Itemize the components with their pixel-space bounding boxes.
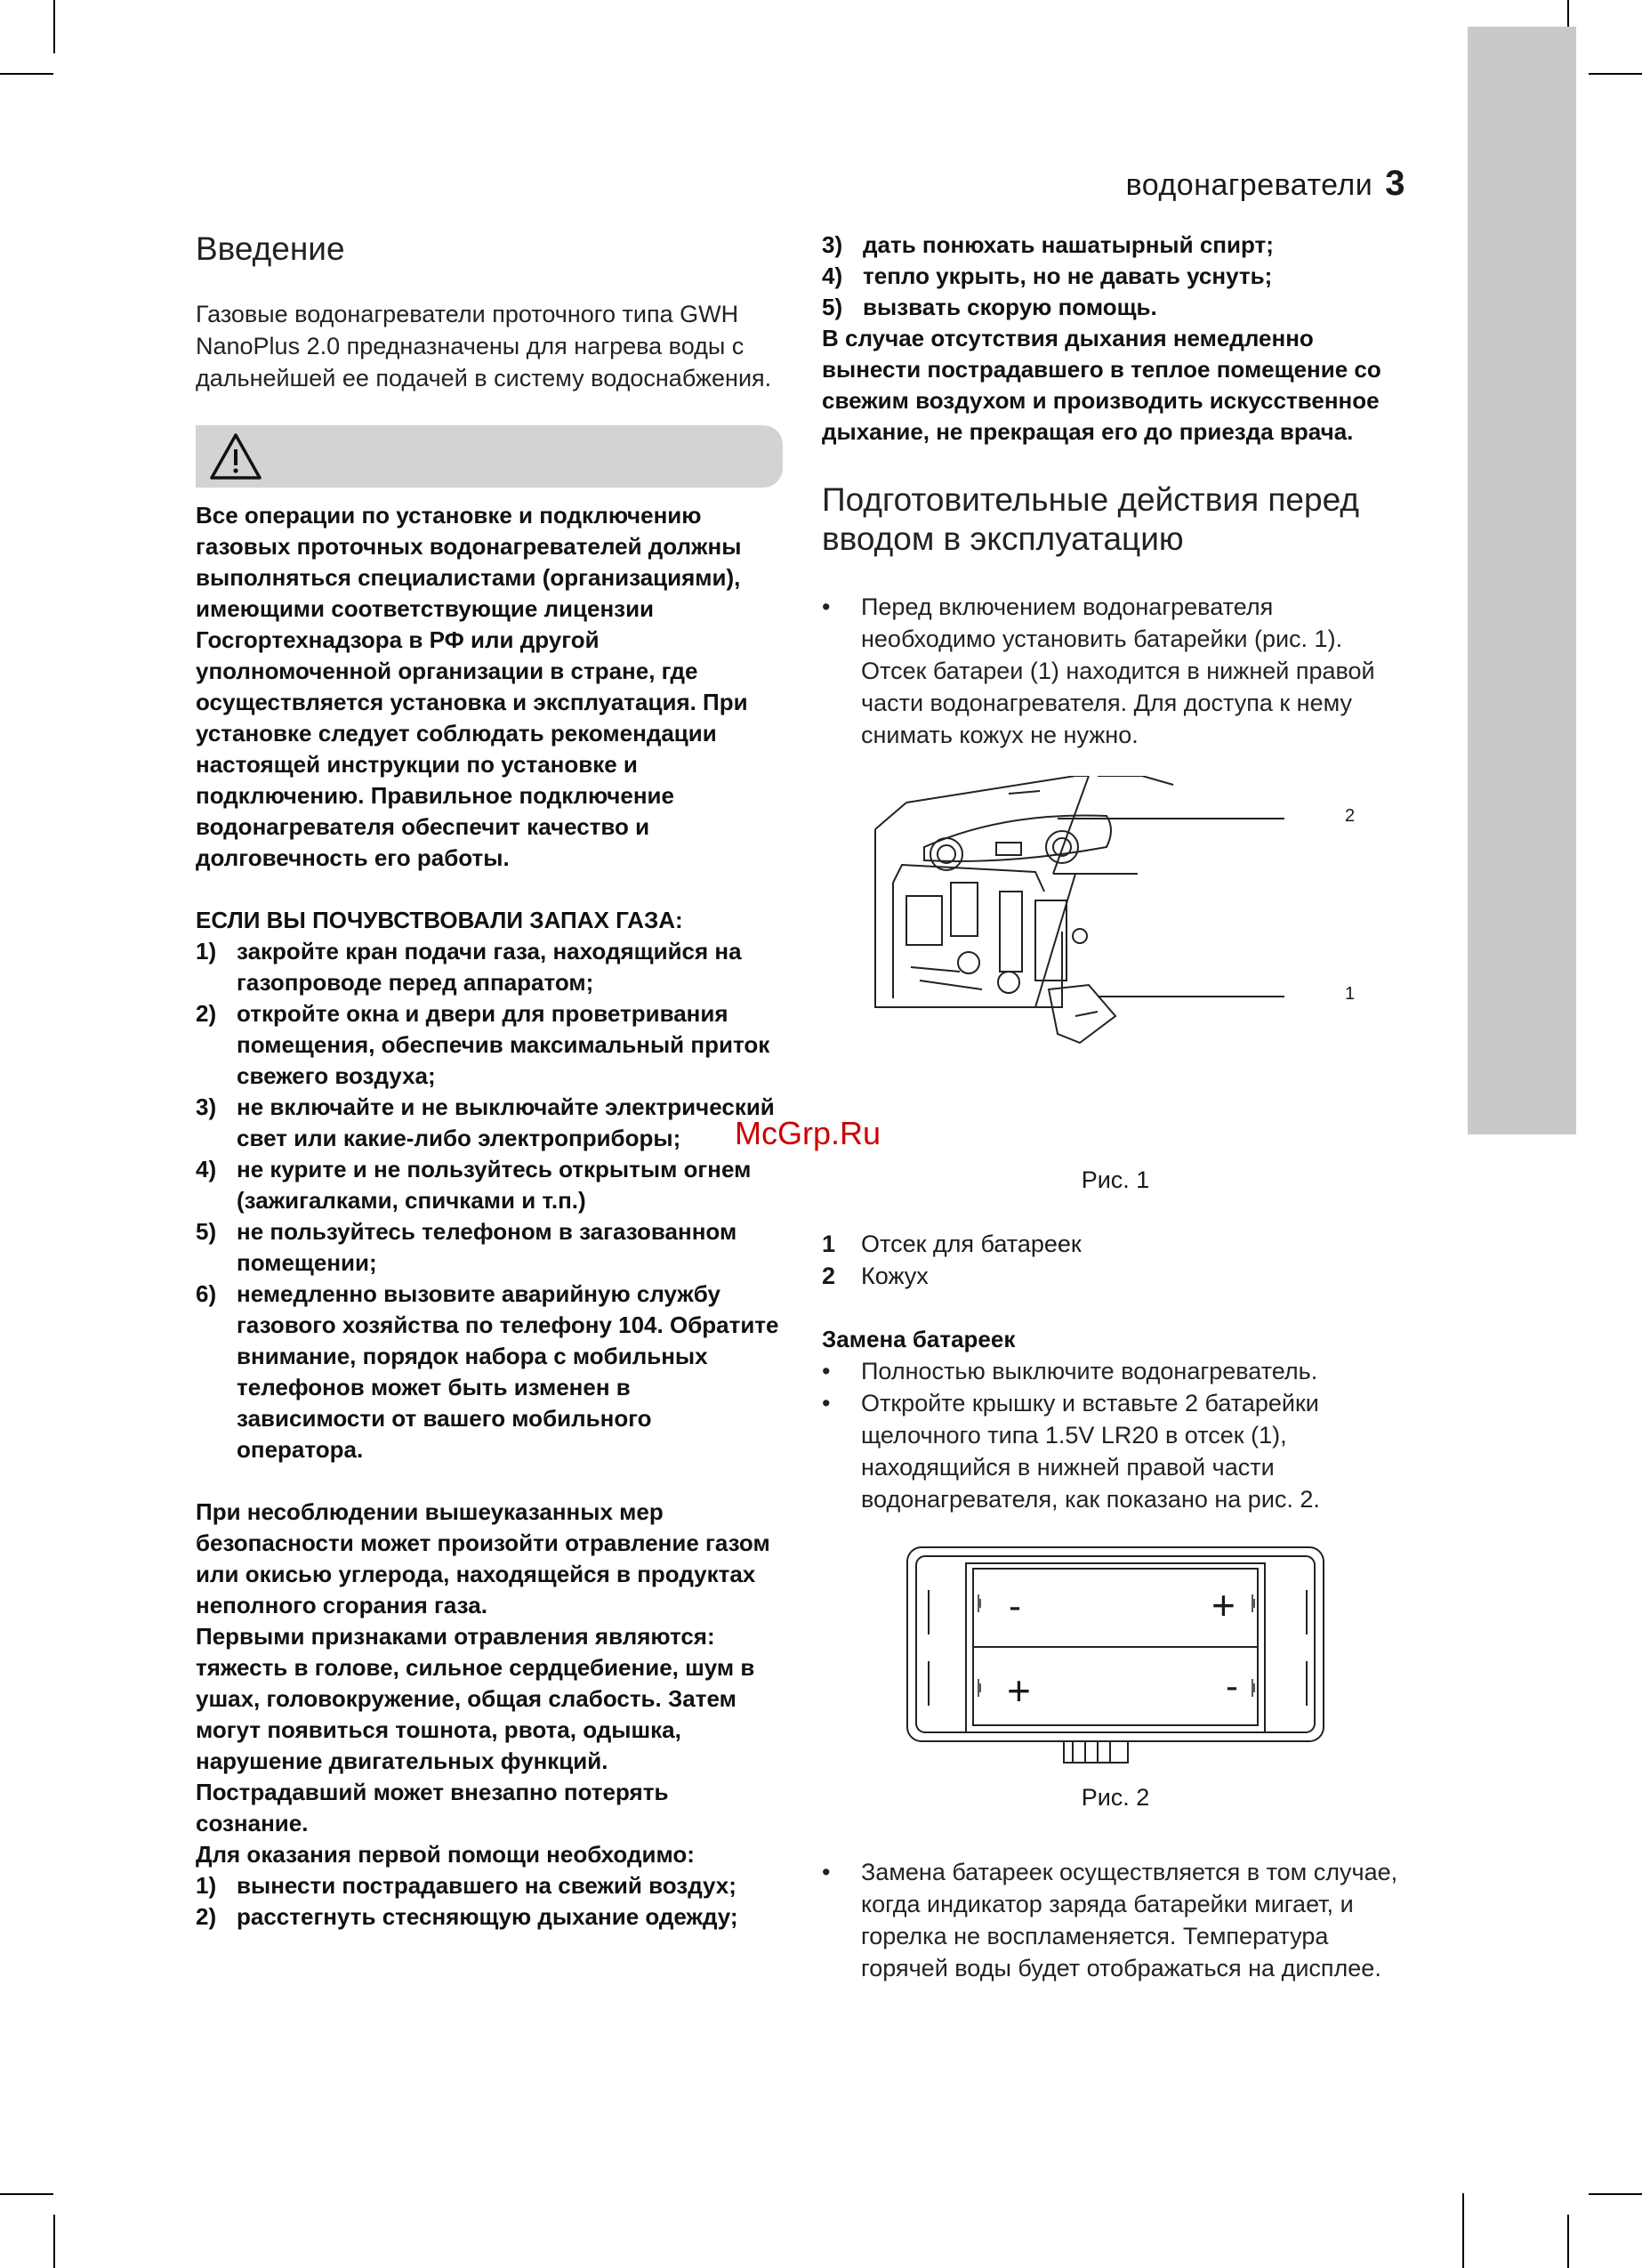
bullet: • (822, 1389, 831, 1416)
figure-1-caption: Рис. 1 (1081, 1166, 1150, 1193)
list-item: 1) вынести пострадавшего на свежий воздух; (196, 1872, 736, 1900)
battery-compartment-illustration (822, 1546, 1356, 1768)
intro-heading: Введение (196, 230, 345, 267)
gas-steps (196, 936, 783, 1465)
page-header (1126, 164, 1405, 204)
crop-mark (1567, 2215, 1569, 2268)
list-item: 6) немедленно вызовите аварийную службу газового хозяйства по телефону 104. Обратите внимание, порядок набора с мобильных телефонов может быть изменен в зависимости от вашего мобильного оператора. (196, 1280, 779, 1464)
battery-minus-sign: - (1226, 1664, 1238, 1707)
watermark-link[interactable]: McGrp.Ru (735, 1115, 881, 1151)
battery-plus-sign: + (1211, 1581, 1236, 1628)
heater-illustration (822, 776, 1373, 1145)
crop-mark (1589, 73, 1642, 75)
warning-icon (208, 432, 263, 481)
intro-text: Газовые водонагреватели проточного типа GWH NanoPlus 2.0 предназначены для нагрева воды с дальнейшей ее подачей в систему водоснабжения. (196, 301, 772, 392)
list-item: 5) вызвать скорую помощь. (822, 294, 1157, 320)
header-title: водонагреватели (1125, 168, 1373, 202)
list-item: 3) не включайте и не выключайте электрический свет или какие-либо электроприборы; (196, 1094, 775, 1152)
aid-heading: Для оказания первой помощи необходимо: (196, 1841, 695, 1868)
aid-steps (196, 1870, 783, 1933)
gas-heading: ЕСЛИ ВЫ ПОЧУВСТВОВАЛИ ЗАПАХ ГАЗА: (196, 907, 683, 934)
prep-heading: Подготовительные действия перед вводом в эксплуатацию (822, 481, 1359, 558)
left-column (196, 230, 783, 1933)
list-item: 2 Кожух (822, 1262, 929, 1289)
warning-text: Все операции по установке и подключению газовых проточных водонагревателей должны выполняться специалистами (организациями), имеющими соответствующие лицензии Госгортехнадзора в РФ или другой уполномоченной организации в стране, где осуществляется установка и эксплуатация. При установке следует соблюдать рекомендации настоящей инструкции по установке и подключению. Правильное подключение водонагревателя обеспечит качество и долговечность его работы. (196, 502, 748, 872)
crop-mark (0, 2193, 53, 2195)
battery-plus-sign: + (1007, 1667, 1031, 1714)
battery-minus-sign: - (1009, 1584, 1021, 1626)
bullet: • (822, 1858, 831, 1885)
list-item: 3) дать понюхать нашатырный спирт; (822, 231, 1274, 258)
breath-text: В случае отсутствия дыхания немедленно вынести пострадавшего в теплое помещение со свежим воздухом и производить искусственное дыхание, не прекращая его до приезда врача. (822, 325, 1381, 445)
list-item: • Замена батареек осуществляется в том случае, когда индикатор заряда батарейки мигает, и горелка не воспламеняется. Температура горячей воды будет отображаться на дисплее. (822, 1856, 1409, 1984)
crop-mark (1462, 2193, 1464, 2268)
figure-1 (822, 776, 1409, 1145)
poison-text: При несоблюдении вышеуказанных мер безопасности может произойти отравление газом или окисью углерода, находящейся в продуктах неполного сгорания газа. (196, 1498, 770, 1619)
list-item: • Перед включением водонагревателя необходимо установить батарейки (рис. 1). Отсек батареи (1) находится в нижней правой части водонагревателя. Для доступа к нему снимать кожух не нужно. (822, 591, 1409, 751)
list-item: • Полностью выключите водонагреватель. (822, 1355, 1409, 1387)
crop-mark (0, 73, 53, 75)
callout-label-1: 1 (1345, 983, 1356, 1004)
crop-mark (53, 2215, 55, 2268)
crop-mark (53, 0, 55, 53)
right-column (822, 230, 1409, 1984)
callout-label-2: 2 (1345, 805, 1356, 826)
list-item: • Откройте крышку и вставьте 2 батарейки щелочного типа 1.5V LR20 в отсек (1), находящийся в нижней правой части водонагревателя, как показано на рис. 2. (822, 1387, 1409, 1515)
aid-steps-continued (822, 230, 1409, 323)
list-item: 5) не пользуйтесь телефоном в загазованном помещении; (196, 1218, 737, 1277)
side-tab (1468, 27, 1576, 1134)
list-item: 1) закройте кран подачи газа, находящийся на газопроводе перед аппаратом; (196, 938, 742, 997)
list-item: 4) тепло укрыть, но не давать уснуть; (822, 262, 1273, 289)
figure-2-caption: Рис. 2 (1081, 1783, 1150, 1811)
list-item: 2) расстегнуть стесняющую дыхание одежду; (196, 1903, 738, 1931)
page-number: 3 (1385, 164, 1405, 203)
list-item: 1 Отсек для батареек (822, 1230, 1082, 1257)
list-item: 4) не курите и не пользуйтесь открытым огнем (зажигалками, спичками и т.п.) (196, 1156, 752, 1215)
bullet: • (822, 1357, 831, 1384)
battery-heading: Замена батареек (822, 1325, 1016, 1352)
list-item: 2) откройте окна и двери для проветривания помещения, обеспечив максимальный приток свежего воздуха; (196, 1000, 770, 1090)
symptoms-text: Первыми признаками отравления являются: тяжесть в голове, сильное сердцебиение, шум в ушах, головокружение, общая слабость. Затем могут появиться тошнота, рвота, одышка, нарушение двигательных функций. Пострадавший может внезапно потерять сознание. (196, 1623, 755, 1837)
crop-mark (1589, 2193, 1642, 2195)
bullet: • (822, 593, 831, 620)
figure-2 (822, 1546, 1409, 1768)
figure-legend (822, 1228, 1409, 1292)
warning-bar (196, 425, 783, 488)
